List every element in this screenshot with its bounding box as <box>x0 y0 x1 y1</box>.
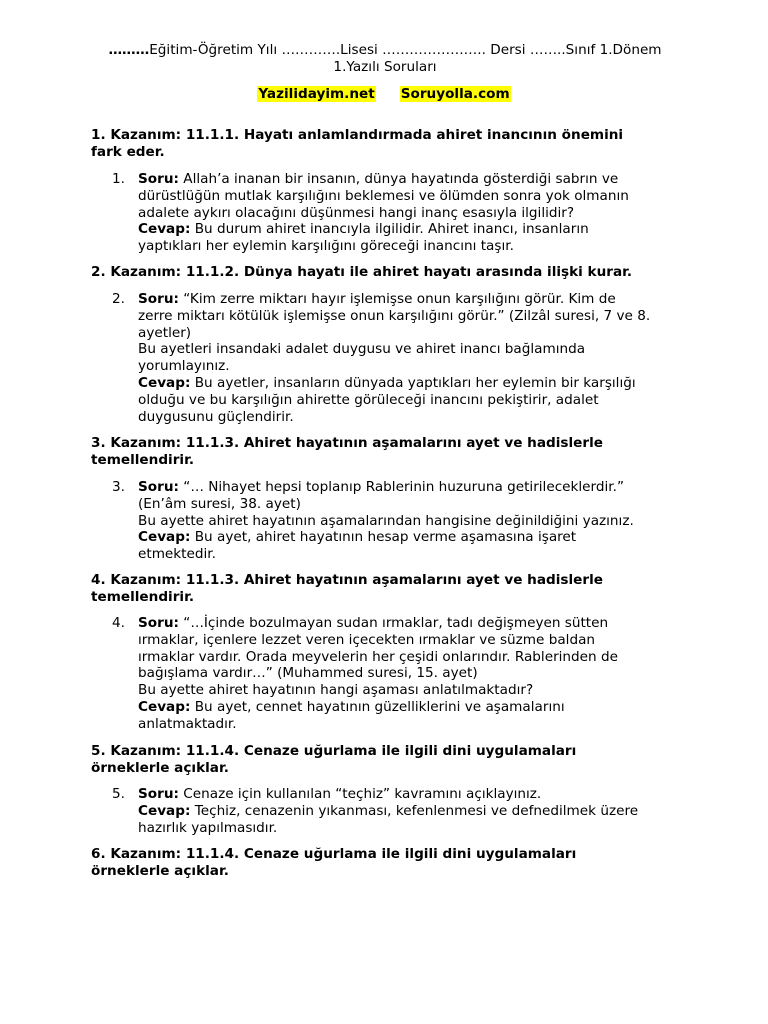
soru-label: Soru: <box>138 479 179 495</box>
header-line-1 <box>60 42 710 59</box>
link-soruyolla[interactable]: Soruyolla.com <box>400 86 510 102</box>
question-4-number: 4. <box>112 615 125 631</box>
question-3-text-2: (En’âm suresi, 38. ayet) <box>138 495 301 512</box>
kazanim-6-line-1: 6. Kazanım: 11.1.4. Cenaze uğurlama ile ilgili dini uygulamaları <box>91 846 577 862</box>
question-3-text-3: Bu ayette ahiret hayatının aşamalarından hangisine değinildiğini yazınız. <box>138 512 634 529</box>
question-4-text-5: Bu ayette ahiret hayatının hangi aşaması anlatılmaktadır? <box>138 682 534 699</box>
answer-4-text-2: anlatmaktadır. <box>138 715 237 732</box>
kazanim-3-line-1: 3. Kazanım: 11.1.3. Ahiret hayatının aşamalarını ayet ve hadislerle <box>91 435 603 451</box>
kazanim-1-line-2: fark eder. <box>91 143 165 160</box>
question-3-text-1: “… Nihayet hepsi toplanıp Rablerinin huzuruna getirileceklerdir.” <box>183 479 625 495</box>
question-3-number: 3. <box>112 479 125 495</box>
source-links <box>0 86 768 103</box>
question-4-text-4: bağışlama vardır…” (Muhammed suresi, 15. ayet) <box>138 665 478 682</box>
question-2-text-5: yorumlayınız. <box>138 358 230 375</box>
header-dots: ……… <box>108 42 150 58</box>
cevap-label: Cevap: <box>138 529 191 546</box>
kazanim-1-line-1: 1. Kazanım: 11.1.1. Hayatı anlamlandırmada ahiret inancının önemini <box>91 127 624 143</box>
cevap-label: Cevap: <box>138 698 191 715</box>
kazanim-4 <box>91 572 691 606</box>
question-2-number: 2. <box>112 291 125 307</box>
soru-label: Soru: <box>138 786 179 802</box>
question-1-text-1: Allah’a inanan bir insanın, dünya hayatında gösterdiği sabrın ve <box>183 171 619 187</box>
answer-1-text-1: Bu durum ahiret inancıyla ilgilidir. Ahiret inancı, insanların <box>194 221 589 238</box>
question-4 <box>112 615 692 733</box>
question-5 <box>112 786 692 836</box>
answer-2-text-2: olduğu ve bu karşılığın ahirette görüleceği inancını pekiştirir, adalet <box>138 391 599 408</box>
question-3 <box>112 479 692 563</box>
question-4-text-2: ırmaklar, içenlere lezzet veren içecekten ırmaklar ve süzme baldan <box>138 631 596 648</box>
answer-5-text-1: Teçhiz, cenazenin yıkanması, kefenlenmesi ve defnedilmek üzere <box>194 802 639 819</box>
question-5-text-1: Cenaze için kullanılan “teçhiz” kavramını açıklayınız. <box>183 786 542 802</box>
answer-3-text-2: etmektedir. <box>138 546 216 563</box>
answer-5-text-2: hazırlık yapılmasıdır. <box>138 819 278 836</box>
kazanim-4-line-1: 4. Kazanım: 11.1.3. Ahiret hayatının aşamalarını ayet ve hadislerle <box>91 572 603 588</box>
soru-label: Soru: <box>138 171 179 187</box>
question-2-text-1: “Kim zerre miktarı hayır işlemişse onun karşılığını görür. Kim de <box>183 291 616 307</box>
kazanim-6 <box>91 846 691 880</box>
answer-1-text-2: yaptıkları her eylemin karşılığını göreceği inancını taşır. <box>138 238 514 255</box>
question-1-text-3: adalete aykırı olacağını düşünmesi hangi inanç esasıyla ilgilidir? <box>138 204 575 221</box>
question-4-text-3: ırmaklar vardır. Orada meyvelerin her çeşidi onlarındır. Rablerinden de <box>138 648 618 665</box>
soru-label: Soru: <box>138 615 179 631</box>
answer-4-text-1: Bu ayet, cennet hayatının güzelliklerini ve aşamalarını <box>194 698 565 715</box>
kazanim-2 <box>91 264 691 281</box>
question-4-text-1: “…İçinde bozulmayan sudan ırmaklar, tadı değişmeyen sütten <box>183 615 609 631</box>
kazanim-2-line-1: 2. Kazanım: 11.1.2. Dünya hayatı ile ahiret hayatı arasında ilişki kurar. <box>91 264 633 280</box>
answer-2-text-3: duygusunu güçlendirir. <box>138 408 294 425</box>
question-2-text-3: ayetler) <box>138 324 192 341</box>
answer-2-text-1: Bu ayetler, insanların dünyada yaptıkları her eylemin bir karşılığı <box>194 374 636 391</box>
answer-3-text-1: Bu ayet, ahiret hayatının hesap verme aşamasına işaret <box>194 529 577 546</box>
question-2-text-4: Bu ayetleri insandaki adalet duygusu ve ahiret inancı bağlamında <box>138 341 586 358</box>
kazanim-4-line-2: temellendirir. <box>91 588 195 605</box>
kazanim-6-line-2: örneklerle açıklar. <box>91 862 229 879</box>
kazanim-3-line-2: temellendirir. <box>91 451 195 468</box>
kazanim-5 <box>91 743 691 777</box>
soru-label: Soru: <box>138 291 179 307</box>
header-line-2: 1.Yazılı Soruları <box>333 58 437 75</box>
question-1-text-2: dürüstlüğün mutlak karşılığını beklemesi ve ölümden sonra yok olmanın <box>138 187 629 204</box>
link-yazilidayim[interactable]: Yazilidayim.net <box>258 86 375 102</box>
question-2 <box>112 291 692 425</box>
header-school-info: Eğitim-Öğretim Yılı ………….Lisesi ………………….. Dersi ……..Sınıf 1.Dönem <box>149 42 662 58</box>
question-2-text-2: zerre miktarı kötülük işlemişse onun karşılığını görür.” (Zilzâl suresi, 7 ve 8. <box>138 307 651 324</box>
exam-header <box>60 42 710 76</box>
cevap-label: Cevap: <box>138 802 191 819</box>
kazanim-1 <box>91 127 691 161</box>
question-5-number: 5. <box>112 786 125 802</box>
kazanim-5-line-1: 5. Kazanım: 11.1.4. Cenaze uğurlama ile ilgili dini uygulamaları <box>91 743 577 759</box>
question-1-number: 1. <box>112 171 125 187</box>
kazanim-3 <box>91 435 691 469</box>
kazanim-5-line-2: örneklerle açıklar. <box>91 759 229 776</box>
cevap-label: Cevap: <box>138 221 191 238</box>
question-1 <box>112 171 692 255</box>
cevap-label: Cevap: <box>138 374 191 391</box>
